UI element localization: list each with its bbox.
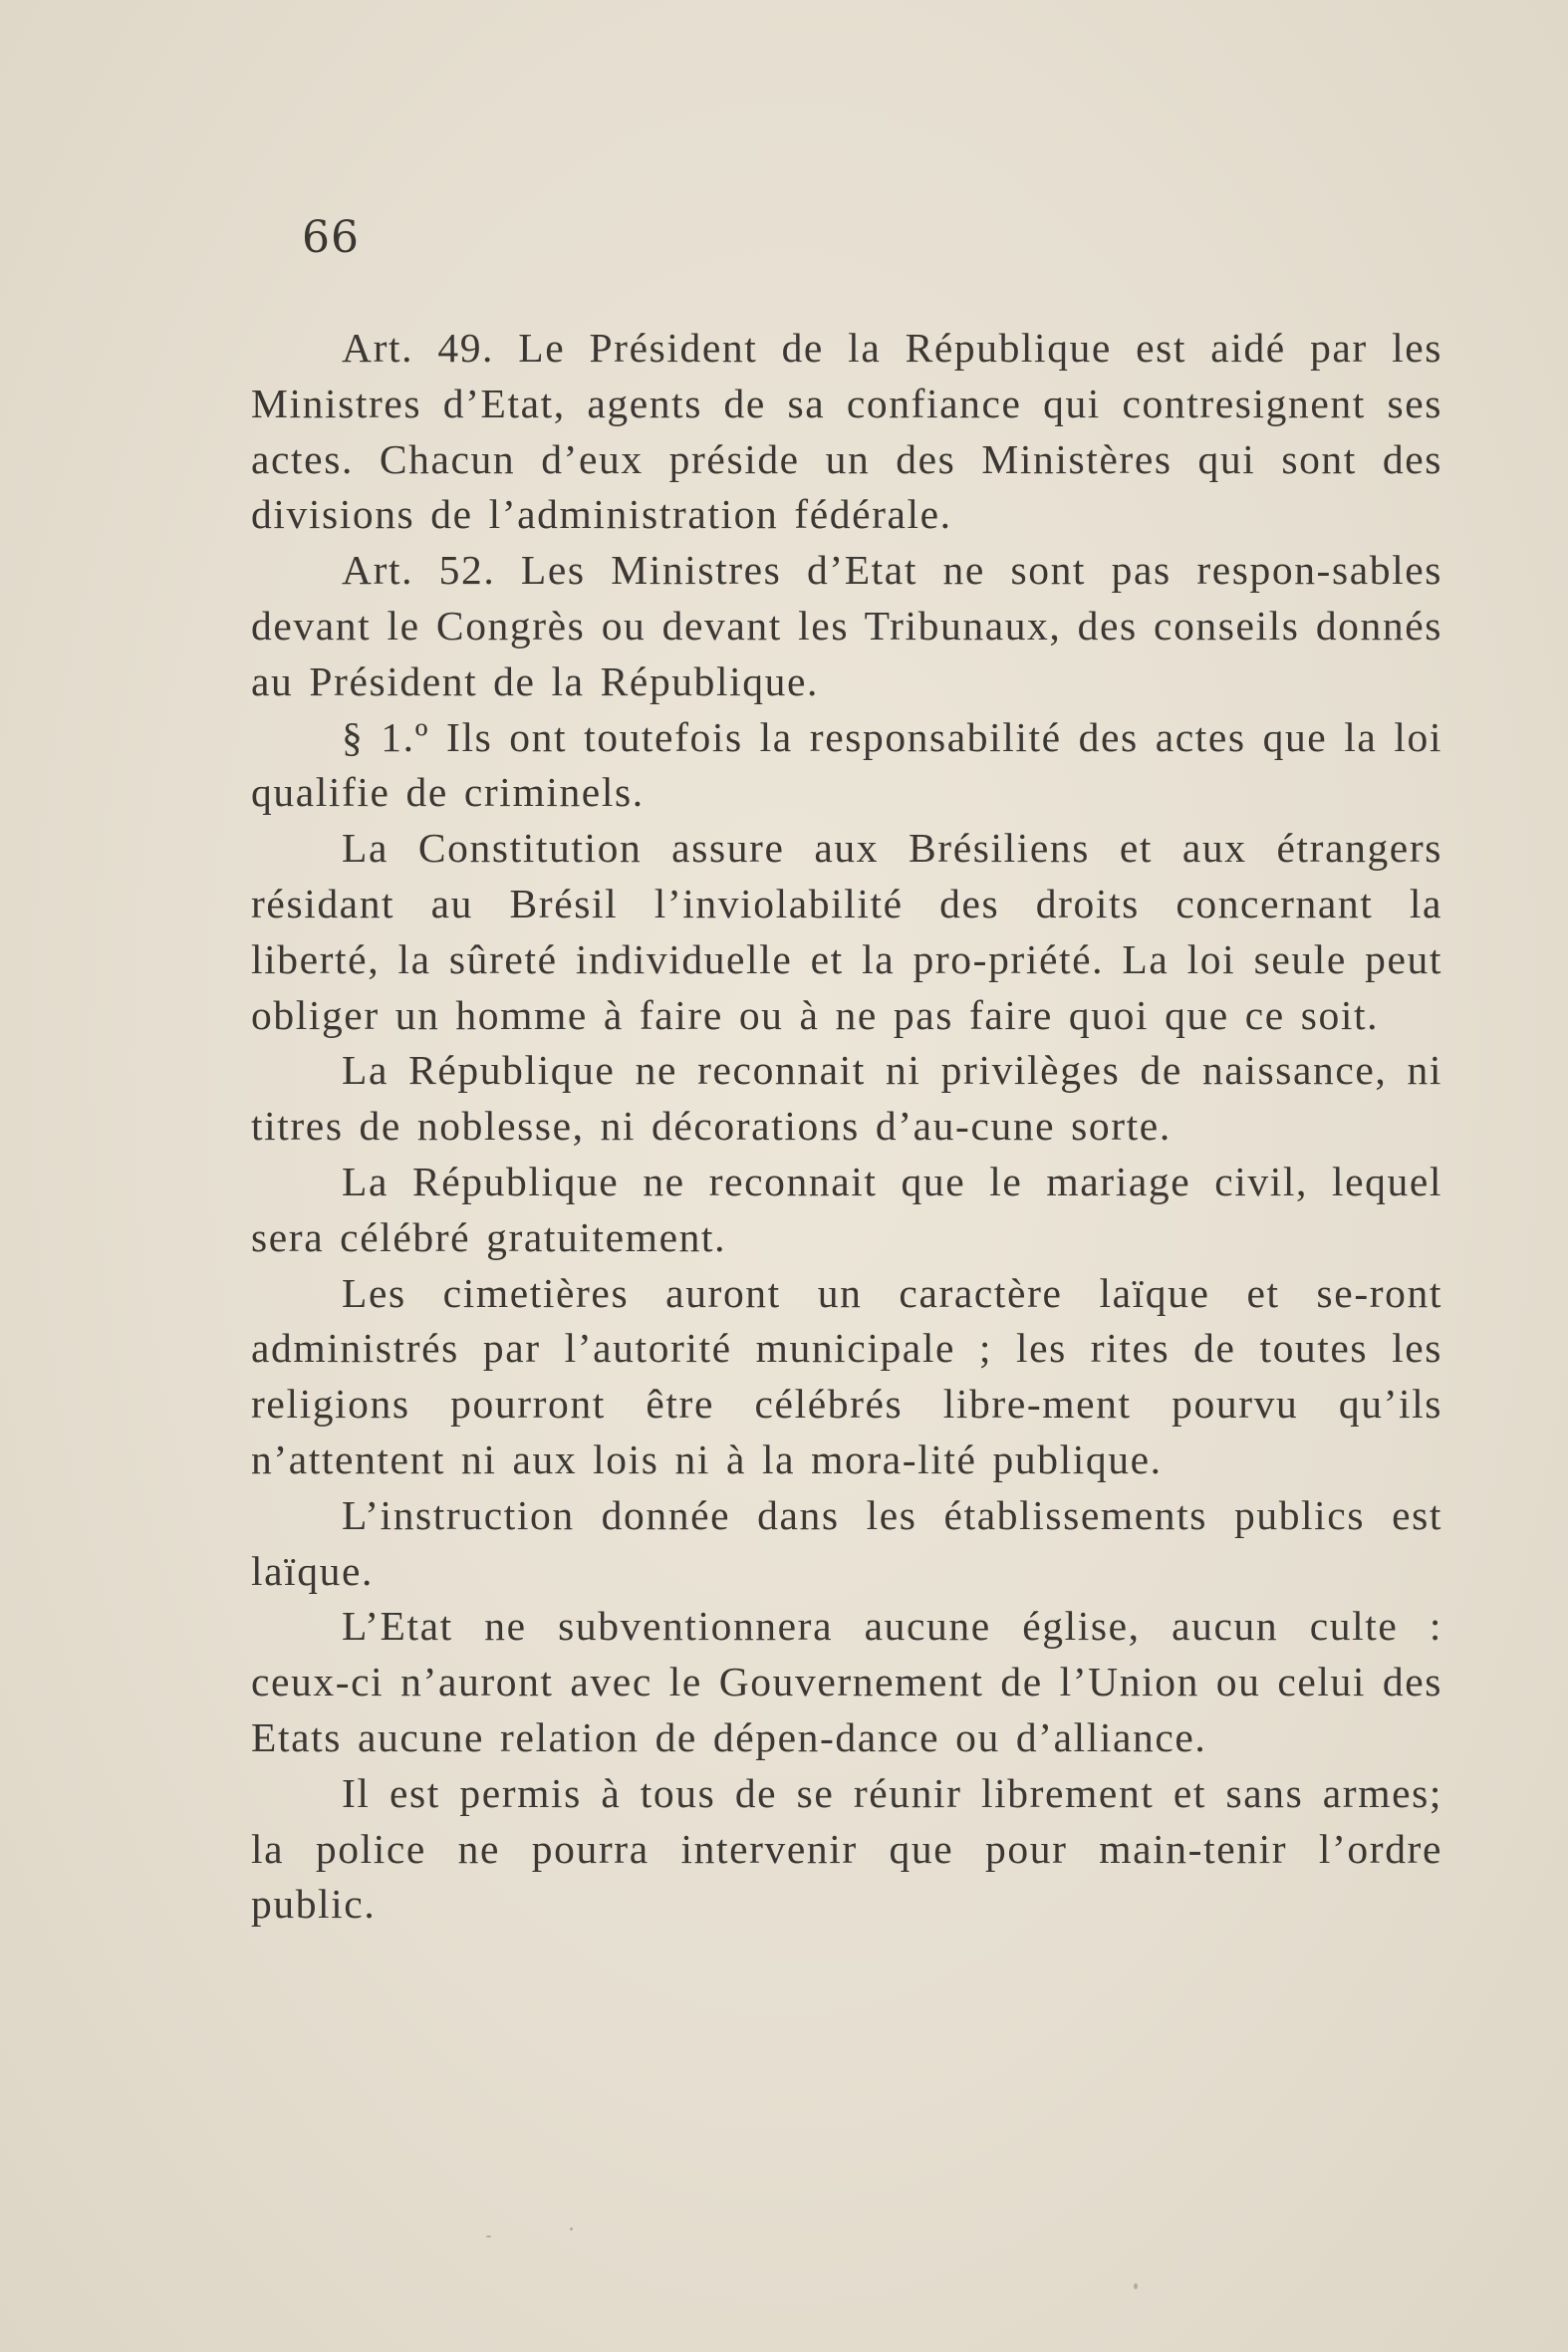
paragraph-instruction: L’instruction donnée dans les établissements publics est laïque. xyxy=(251,1491,1442,1594)
paper-speck xyxy=(486,2235,491,2237)
paragraph-assembly: Il est permis à tous de se réunir librement et sans armes; la police ne pourra intervenir que pour main-tenir l’ordre public. xyxy=(251,1769,1442,1928)
body-text xyxy=(251,321,1442,1933)
paragraph-section-1: § 1.º Ils ont toutefois la responsabilité des actes que la loi qualifie de criminels. xyxy=(251,713,1442,816)
paragraph-art-49: Art. 49. Le Président de la République est aidé par les Ministres d’Etat, agents de sa confiance qui contresignent ses actes. Chacun d’eux préside un des Ministères qui sont des divisions de l’administration fédérale. xyxy=(251,325,1442,538)
page-number: 66 xyxy=(302,212,360,263)
paragraph-no-privileges: La République ne reconnait ni privilèges de naissance, ni titres de noblesse, ni décorations d’au-cune sorte. xyxy=(251,1047,1442,1150)
paragraph-cemeteries: Les cimetières auront un caractère laïque et se-ront administrés par l’autorité municipale ; les rites de toutes les religions pourront être célébrés libre-ment pourvu qu’ils n’attentent ni aux lois ni à la mora-lité publique. xyxy=(251,1269,1442,1482)
paper-speck xyxy=(570,2227,573,2230)
paper-speck xyxy=(1134,2283,1138,2289)
paragraph-civil-marriage: La République ne reconnait que le mariage civil, lequel sera célébré gratuitement. xyxy=(251,1158,1442,1260)
paragraph-no-subsidy: L’Etat ne subventionnera aucune église, aucun culte : ceux-ci n’auront avec le Gouvernement de l’Union ou celui des Etats aucune relation de dépen-dance ou d’alliance. xyxy=(251,1603,1442,1760)
paragraph-constitution-rights: La Constitution assure aux Brésiliens et aux étrangers résidant au Brésil l’inviolabilité des droits concernant la liberté, la sûreté individuelle et la pro-priété. La loi seule peut obliger un homme à faire ou à ne pas faire quoi que ce soit. xyxy=(251,825,1442,1038)
paragraph-art-52: Art. 52. Les Ministres d’Etat ne sont pas respon-sables devant le Congrès ou devant les Tribunaux, des conseils donnés au Président de la République. xyxy=(251,547,1442,704)
